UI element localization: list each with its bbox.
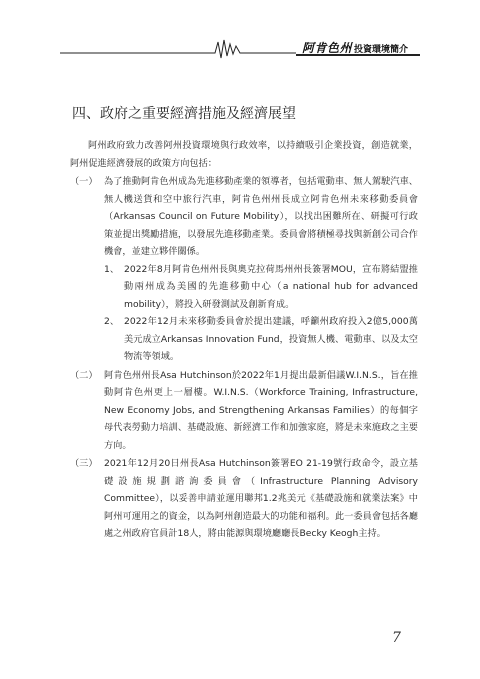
subitem-text: 2022年8月阿肯色州州長與奧克拉荷馬州州長簽署MOU，宣布將結盟推動兩州成為美國的先進移動中心（a national hub for advanced mobility），將投入研發測試及創新育成。 xyxy=(124,263,418,310)
page-number: 7 xyxy=(392,630,401,646)
policy-item-2 xyxy=(70,367,418,455)
subitem-number: 2、 xyxy=(104,316,120,327)
header-title-sub: 投資環境簡介 xyxy=(354,45,409,55)
body-content xyxy=(70,137,418,543)
policy-item-1 xyxy=(70,173,418,261)
item-text: 阿肯色州州長Asa Hutchinson於2022年1月提出最新倡議W.I.N.S.，旨在推動阿肯色州更上一層樓。W.I.N.S.（Workforce Training, Infrastructure, New Economy Jobs, and Strengthening Arkansas Families）的每個字母代表勞動力培訓、基礎設施、新經濟工作和加強家庭，將是未來施政之主要方向。 xyxy=(104,369,418,451)
item-number: （一） xyxy=(70,176,98,187)
running-header xyxy=(60,34,420,60)
policy-item-3 xyxy=(70,455,418,543)
item-number: （三） xyxy=(70,458,98,469)
item-text: 為了推動阿肯色州成為先進移動產業的領導者，包括電動車、無人駕駛汽車、無人機送貨和空中旅行汽車，阿肯色州州長成立阿肯色州未來移動委員會（Arkansas Council on Future Mobility），以找出困難所在、研擬可行政策並提出獎勵措施，以發展先進移動產業。委員會將積極尋找與新創公司合作機會，並建立夥伴關係。 xyxy=(104,176,418,257)
subitem-number: 1、 xyxy=(104,263,120,275)
header-title-main: 阿肯色州 xyxy=(302,41,353,55)
intro-paragraph: 阿州政府致力改善阿州投資環境與行政效率，以持續吸引企業投資，創造就業，阿州促進經濟發展的政策方向包括： xyxy=(70,140,418,169)
subitem-text: 2022年12月未來移動委員會於提出建議，呼籲州政府投入2億5,000萬美元成立Arkansas Innovation Fund，投資無人機、電動車、以及太空物流等領域。 xyxy=(124,316,418,362)
section-title: 四、政府之重要經濟措施及經濟展望 xyxy=(72,106,296,122)
policy-subitem-1-1 xyxy=(104,261,418,314)
item-number: （二） xyxy=(70,369,98,381)
policy-subitem-1-2 xyxy=(104,313,418,366)
header-title xyxy=(302,37,408,56)
item-text: 2021年12月20日州長Asa Hutchinson簽署EO 21-19號行政命令，設立基礎設施規劃諮詢委員會（Infrastructure Planning Advisory Committee），以妥善申請並運用聯邦1.2兆美元《基礎設施和就業法案》中阿州可運用之的資金，以為阿州創造最大的功能和福利。此一委員會包括各廳處之州政府官員計18人，將由能源與環境廳廳長Becky Keogh主持。 xyxy=(104,458,418,539)
